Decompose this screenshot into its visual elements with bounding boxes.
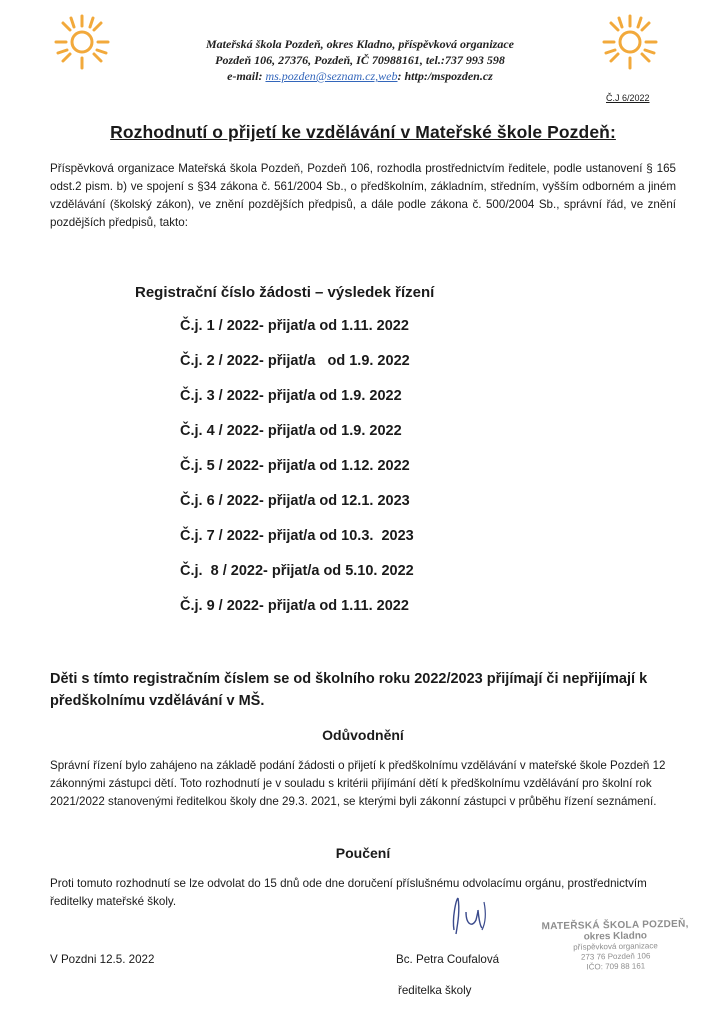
place-date: V Pozdni 12.5. 2022 xyxy=(50,953,155,966)
registration-item: Č.j. 5 / 2022- přijat/a od 1.12. 2022 xyxy=(180,458,410,474)
registration-item: Č.j. 7 / 2022- přijat/a od 10.3. 2023 xyxy=(180,528,414,544)
stamp-line: MATEŘSKÁ ŠKOLA POZDEŇ, xyxy=(541,918,689,933)
registration-item: Č.j. 8 / 2022- přijat/a od 5.10. 2022 xyxy=(180,563,414,579)
registration-item: Č.j. 1 / 2022- přijat/a od 1.11. 2022 xyxy=(180,318,409,334)
registration-item: Č.j. 3 / 2022- přijat/a od 1.9. 2022 xyxy=(180,388,402,404)
instruction-heading: Poučení xyxy=(335,845,391,861)
stamp-line: příspěvková organizace xyxy=(573,941,658,952)
stamp-line: 273 76 Pozdeň 106 xyxy=(580,951,651,962)
registration-item: Č.j. 6 / 2022- přijat/a od 12.1. 2023 xyxy=(180,493,410,509)
signatory-name: Bc. Petra Coufalová xyxy=(396,953,500,966)
signatory-role: ředitelka školy xyxy=(398,984,472,997)
letterhead-line-1: Mateřská škola Pozdeň, okres Kladno, příspěvková organizace xyxy=(205,37,514,51)
stamp-line: okres Kladno xyxy=(583,930,648,943)
email-link[interactable]: ms.pozden@seznam.cz,web xyxy=(265,69,398,83)
sun-logo-icon xyxy=(600,12,660,72)
justification-paragraph: Správní řízení bylo zahájeno na základě podání žádosti o přijetí k předškolnímu vzdělávání v mateřské škole Pozdeň 12 zákonnými zástupci dětí. Toto rozhodnutí je v souladu s kritérii přijímání dětí k předškolnímu vzdělávání pro školní rok 2021/2022 stanovenými ředitelkou školy dne 29.3. 2021, se kterými byli zákonní zástupci v průběhu řízení seznámení. xyxy=(50,759,666,808)
email-label: e-mail: xyxy=(227,69,263,83)
stamp-line: IČO: 709 88 161 xyxy=(586,961,646,972)
registration-item: Č.j. 4 / 2022- přijat/a od 1.9. 2022 xyxy=(180,423,402,439)
registration-item: Č.j. 2 / 2022- přijat/a od 1.9. 2022 xyxy=(180,353,410,369)
registration-item: Č.j. 9 / 2022- přijat/a od 1.11. 2022 xyxy=(180,598,409,614)
registration-heading: Registrační číslo žádosti – výsledek řízení xyxy=(135,284,435,301)
school-stamp xyxy=(528,918,704,973)
signature-image xyxy=(444,890,494,940)
document-title: Rozhodnutí o přijetí ke vzdělávání v Mateřské škole Pozdeň: xyxy=(110,122,616,142)
admission-statement: Děti s tímto registračním číslem se od školního roku 2022/2023 přijímají či nepřijímají k předškolnímu vzdělávání v MŠ. xyxy=(50,671,648,709)
intro-paragraph: Příspěvková organizace Mateřská škola Pozdeň, Pozdeň 106, rozhodla prostřednictvím ředitele, podle ustanovení § 165 odst.2 pism. b) ve spojení s §34 zákona č. 561/2004 Sb., o předškolním, základním, středním, vyšším odborném a jiném vzdělávání (školský zákon), ve znění pozdějších předpisů, a dále podle zákona č. 500/2004 Sb., správní řád, ve znění pozdějších předpisů, takto: xyxy=(50,162,676,229)
reference-number: Č.J 6/2022 xyxy=(606,93,650,103)
sun-logo-icon xyxy=(52,12,112,72)
letterhead-contact xyxy=(120,68,600,84)
website-text: : http:/mspozden.cz xyxy=(397,69,493,83)
justification-heading: Odůvodnění xyxy=(322,727,404,743)
letterhead-line-2: Pozdeň 106, 27376, Pozdeň, IČ 70988161, tel.:737 993 598 xyxy=(215,53,505,67)
instruction-paragraph: Proti tomuto rozhodnutí se lze odvolat do 15 dnů ode dne doručení příslušnému odvolacímu orgánu, prostřednictvím ředitelky mateřské školy. xyxy=(50,877,647,908)
